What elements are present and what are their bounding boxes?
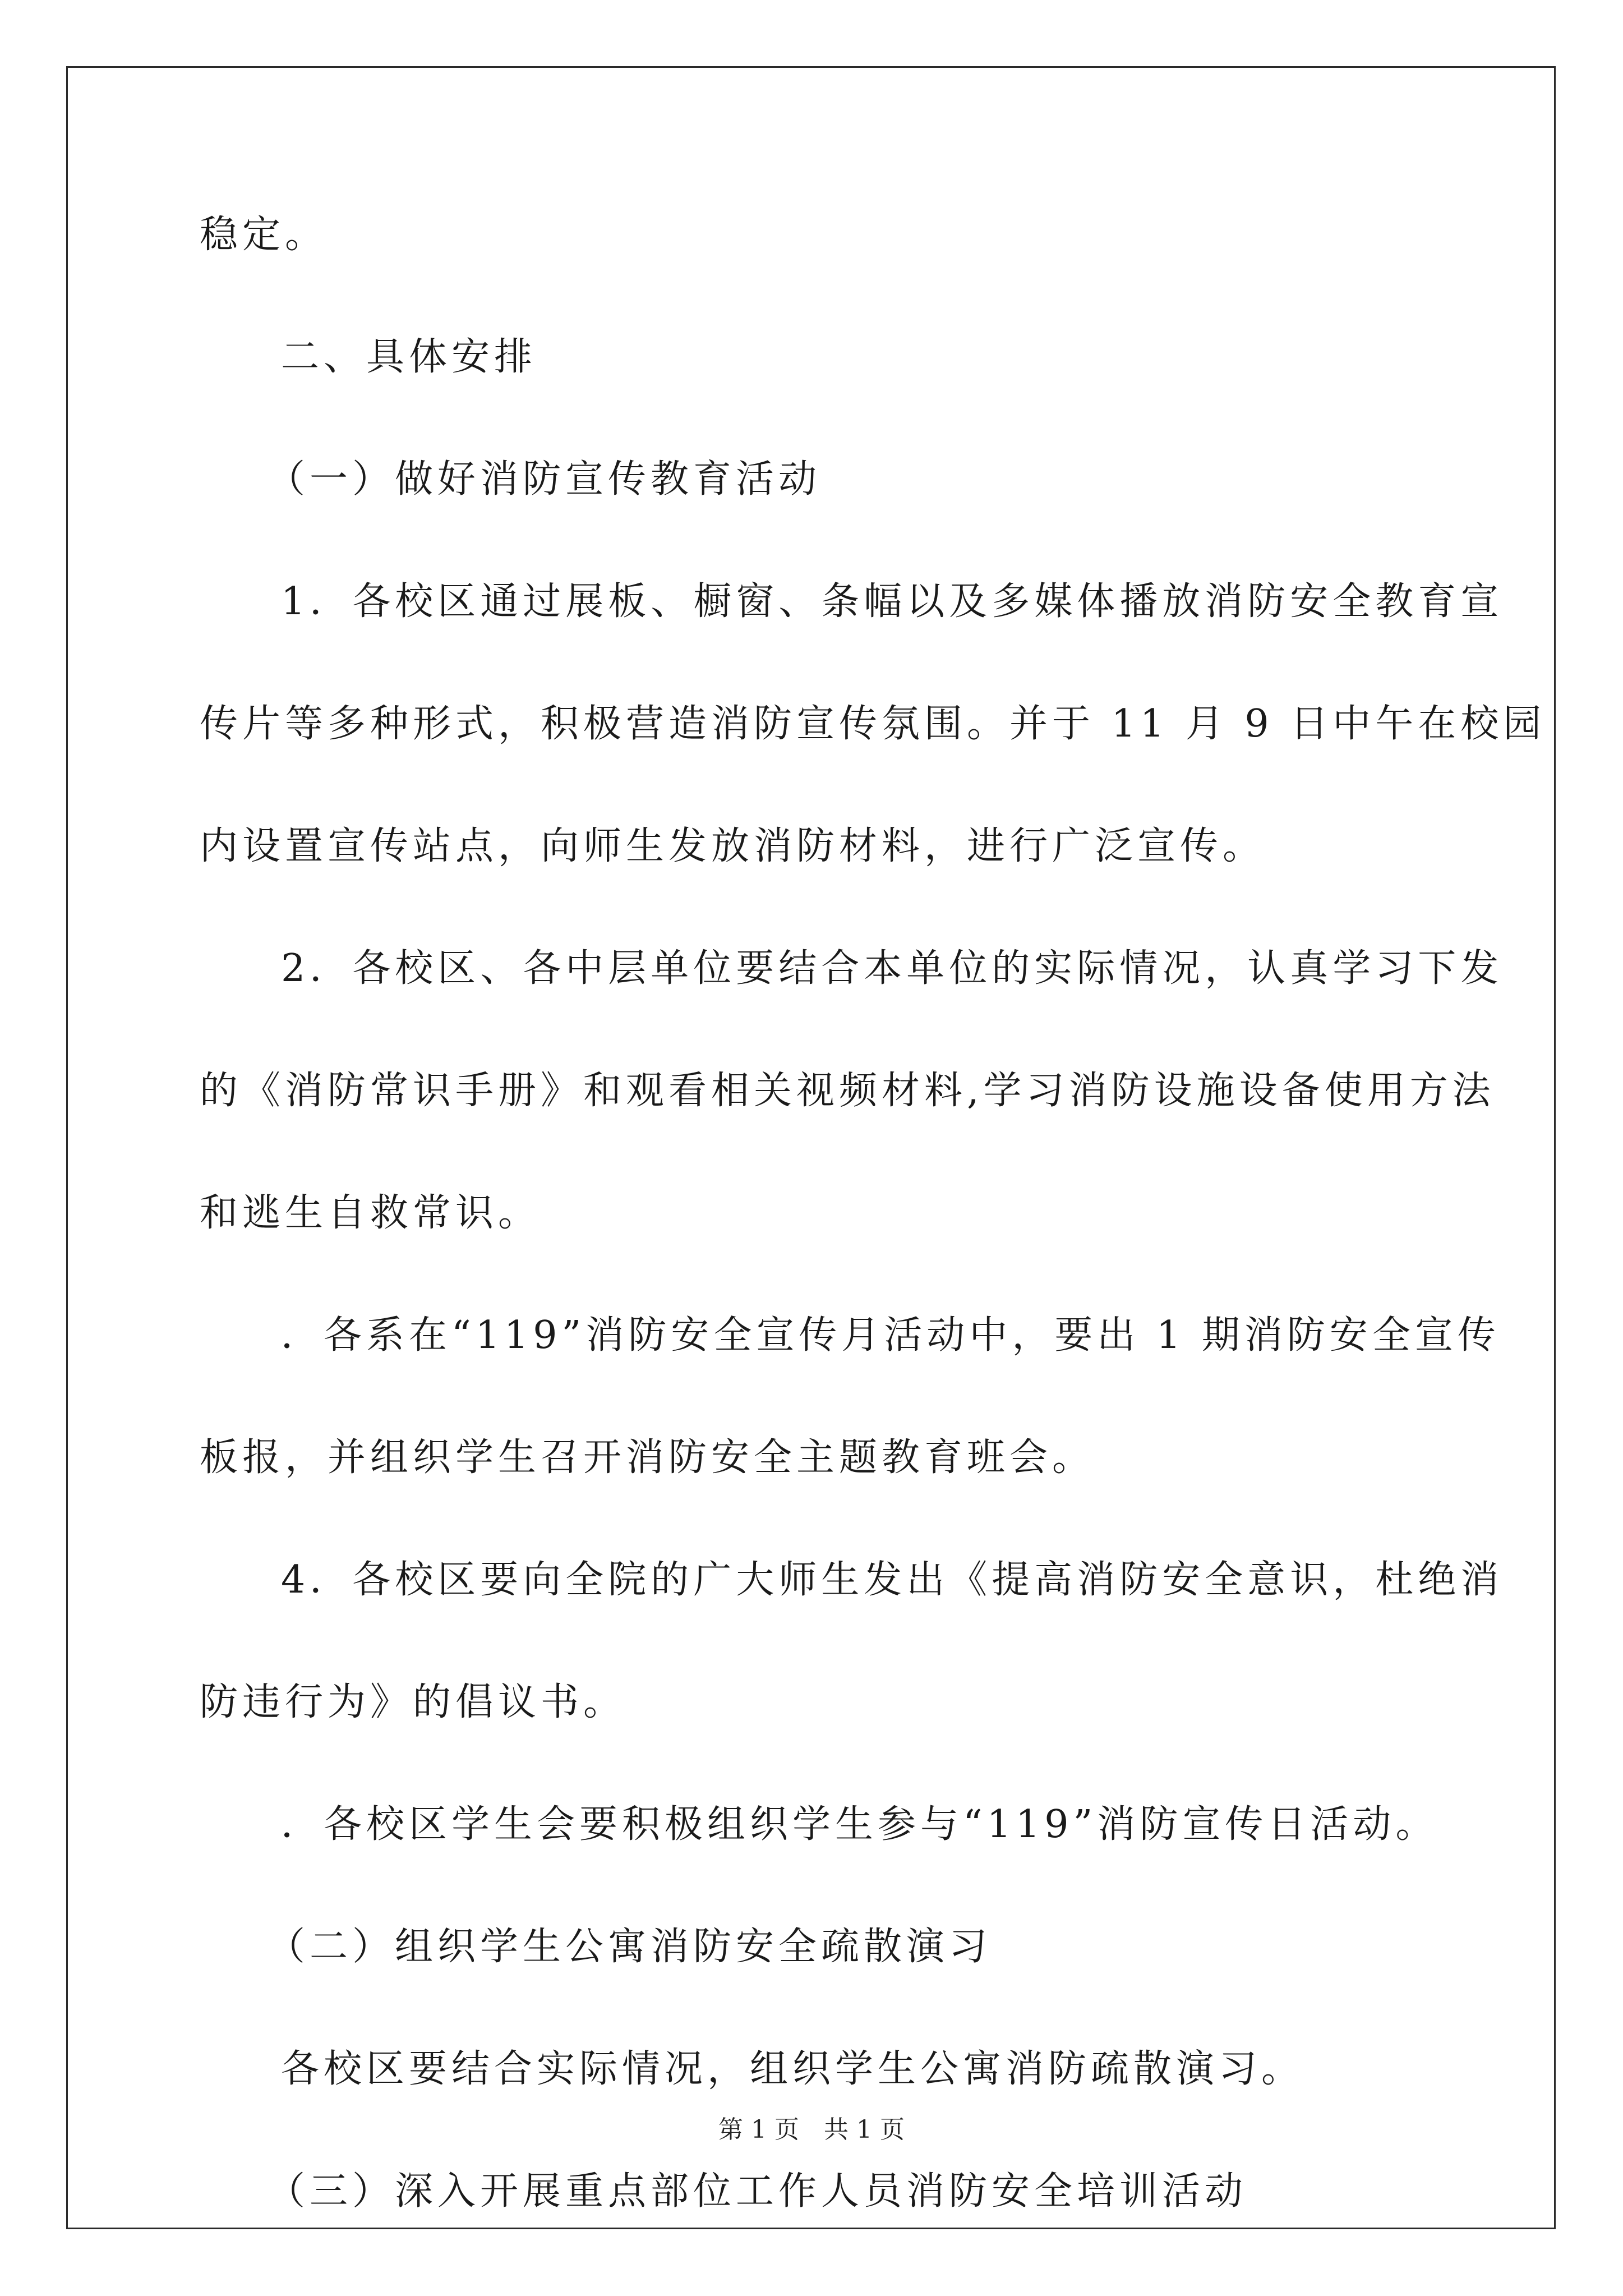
section-heading: 二、具体安排 [281,335,537,379]
page-border [66,66,1556,2229]
text-line: 2．各校区、各中层单位要结合本单位的实际情况，认真学习下发 [281,946,1504,991]
text-line: 板报，并组织学生召开消防安全主题教育班会。 [200,1435,1095,1480]
page-number-footer: 第 1 页 共 1 页 [718,2115,905,2144]
text-line: 1．各校区通过展板、橱窗、条幅以及多媒体播放消防安全教育宣 [281,579,1504,624]
text-line: 稳定。 [200,213,328,257]
subsection-heading: （三）深入开展重点部位工作人员消防安全培训活动 [267,2169,1248,2214]
text-line: ．各校区学生会要积极组织学生参与“119”消防宣传日活动。 [281,1802,1438,1847]
text-line: 和逃生自救常识。 [200,1191,541,1235]
subsection-heading: （二）组织学生公寓消防安全疏散演习 [267,1925,992,1969]
text-line: 的《消防常识手册》和观看相关视频材料,学习消防设施设备使用方法 [200,1069,1495,1113]
text-line: ．各系在“119”消防安全宣传月活动中，要出 1 期消防安全宣传 [281,1313,1500,1358]
text-line: 各校区要结合实际情况，组织学生公寓消防疏散演习。 [281,2047,1304,2091]
subsection-heading: （一）做好消防宣传教育活动 [267,457,822,501]
text-line: 防违行为》的倡议书。 [200,1680,626,1724]
text-line: 传片等多种形式，积极营造消防宣传氛围。并于 11 月 9 日中午在校园 [200,702,1546,746]
text-line: 4．各校区要向全院的广大师生发出《提高消防安全意识，杜绝消 [281,1558,1504,1602]
text-line: 内设置宣传站点，向师生发放消防材料，进行广泛宣传。 [200,824,1266,868]
